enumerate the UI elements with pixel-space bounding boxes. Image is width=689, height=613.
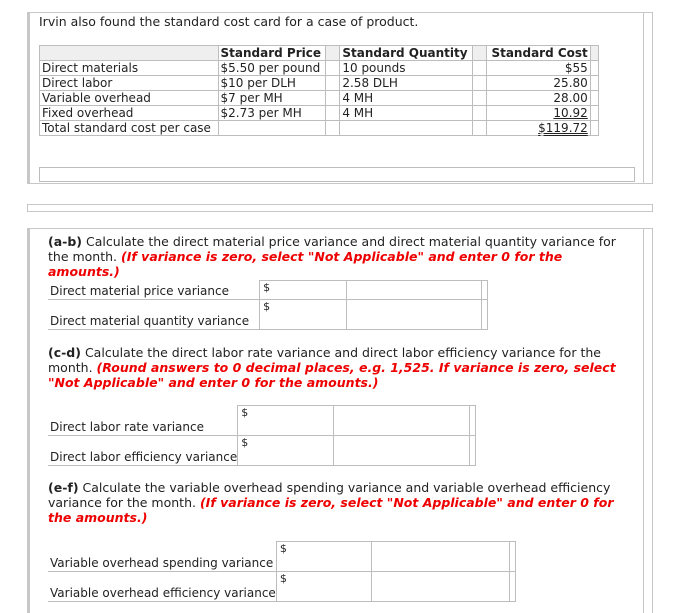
- header-spacer: [590, 46, 598, 61]
- currency-symbol: $: [276, 572, 290, 602]
- panel-scroll-edge: [643, 12, 653, 184]
- row-quantity: [340, 121, 473, 136]
- row-price: $10 per DLH: [218, 76, 326, 91]
- answer-label: Direct labor efficiency variance: [48, 436, 238, 466]
- amount-input[interactable]: [290, 542, 372, 572]
- currency-symbol: $: [260, 300, 274, 330]
- answer-label: Variable overhead efficiency variance: [48, 572, 276, 602]
- answer-row: [48, 572, 516, 602]
- cost-card-row: [40, 76, 599, 91]
- header-spacer: [326, 46, 340, 61]
- row-label: Total standard cost per case: [40, 121, 219, 136]
- cost-card-total-row: [40, 121, 599, 136]
- intro-text: Irvin also found the standard cost card for a case of product.: [39, 14, 419, 29]
- answer-row: [48, 406, 476, 436]
- question-tag: (a-b): [48, 234, 82, 249]
- answer-row: [48, 300, 488, 330]
- answer-label: Direct material quantity variance: [48, 300, 260, 330]
- variance-type-select[interactable]: [334, 406, 470, 436]
- amount-input[interactable]: [252, 406, 334, 436]
- panel-scroll-edge: [643, 228, 653, 613]
- variance-type-select[interactable]: [372, 572, 509, 602]
- question-cd: [48, 345, 638, 390]
- amount-input[interactable]: [274, 281, 347, 300]
- answer-row: [48, 436, 476, 466]
- variance-type-select[interactable]: [346, 281, 481, 300]
- question-text: Calculate the direct material price variance and direct material quantity variance for the month.: [48, 234, 616, 264]
- answer-label: Variable overhead spending variance: [48, 542, 276, 572]
- row-label: Fixed overhead: [40, 106, 219, 121]
- answer-row: [48, 542, 516, 572]
- row-quantity: 4 MH: [340, 106, 473, 121]
- row-label: Direct labor: [40, 76, 219, 91]
- cost-card-row: [40, 61, 599, 76]
- row-quantity: 4 MH: [340, 91, 473, 106]
- header-blank: [40, 46, 219, 61]
- variance-type-select[interactable]: [346, 300, 481, 330]
- amount-input[interactable]: [252, 436, 334, 466]
- row-quantity: 10 pounds: [340, 61, 473, 76]
- currency-symbol: $: [238, 406, 252, 436]
- amount-input[interactable]: [290, 572, 372, 602]
- row-cost: 28.00: [487, 91, 590, 106]
- cost-card-row: [40, 91, 599, 106]
- blank-answer-row: [39, 167, 635, 182]
- question-ef: [48, 480, 638, 525]
- row-price: $5.50 per pound: [218, 61, 326, 76]
- question-ab: [48, 234, 638, 279]
- question-tag: (c-d): [48, 345, 81, 360]
- answer-label: Direct material price variance: [48, 281, 260, 300]
- answer-row: [48, 281, 488, 300]
- row-cost: 25.80: [487, 76, 590, 91]
- row-price: [218, 121, 326, 136]
- header-standard-quantity: Standard Quantity: [340, 46, 473, 61]
- header-spacer: [473, 46, 487, 61]
- variance-type-select[interactable]: [334, 436, 470, 466]
- question-text: Calculate the variable overhead spending variance and variable overhead efficiency variance for the month.: [48, 480, 611, 510]
- section-divider: [27, 204, 653, 212]
- question-note: (Round answers to 0 decimal places, e.g. 1,525. If variance is zero, select "Not Applicable" and enter 0 for the amounts.): [48, 360, 616, 390]
- answer-table-ef: [48, 541, 516, 602]
- row-quantity: 2.58 DLH: [340, 76, 473, 91]
- header-standard-cost: Standard Cost: [487, 46, 590, 61]
- amount-input[interactable]: [274, 300, 347, 330]
- variance-type-select[interactable]: [372, 542, 509, 572]
- cost-card-header-row: [40, 46, 599, 61]
- row-label: Variable overhead: [40, 91, 219, 106]
- question-tag: (e-f): [48, 480, 79, 495]
- currency-symbol: $: [238, 436, 252, 466]
- row-cost: $55: [487, 61, 590, 76]
- answer-table-cd: [48, 405, 476, 466]
- question-note: (If variance is zero, select "Not Applicable" and enter 0 for the amounts.): [48, 495, 614, 525]
- header-standard-price: Standard Price: [218, 46, 326, 61]
- question-text: Calculate the direct labor rate variance and direct labor efficiency variance for the month.: [48, 345, 601, 375]
- question-note: (If variance is zero, select "Not Applicable" and enter 0 for the amounts.): [48, 249, 563, 279]
- currency-symbol: $: [260, 281, 274, 300]
- currency-symbol: $: [276, 542, 290, 572]
- answer-label: Direct labor rate variance: [48, 406, 238, 436]
- row-price: $7 per MH: [218, 91, 326, 106]
- row-price: $2.73 per MH: [218, 106, 326, 121]
- cost-card-row: [40, 106, 599, 121]
- standard-cost-card-table: [39, 45, 599, 136]
- row-cost: 10.92: [487, 106, 590, 121]
- row-label: Direct materials: [40, 61, 219, 76]
- answer-table-ab: [48, 280, 488, 330]
- row-cost: $119.72: [487, 121, 590, 136]
